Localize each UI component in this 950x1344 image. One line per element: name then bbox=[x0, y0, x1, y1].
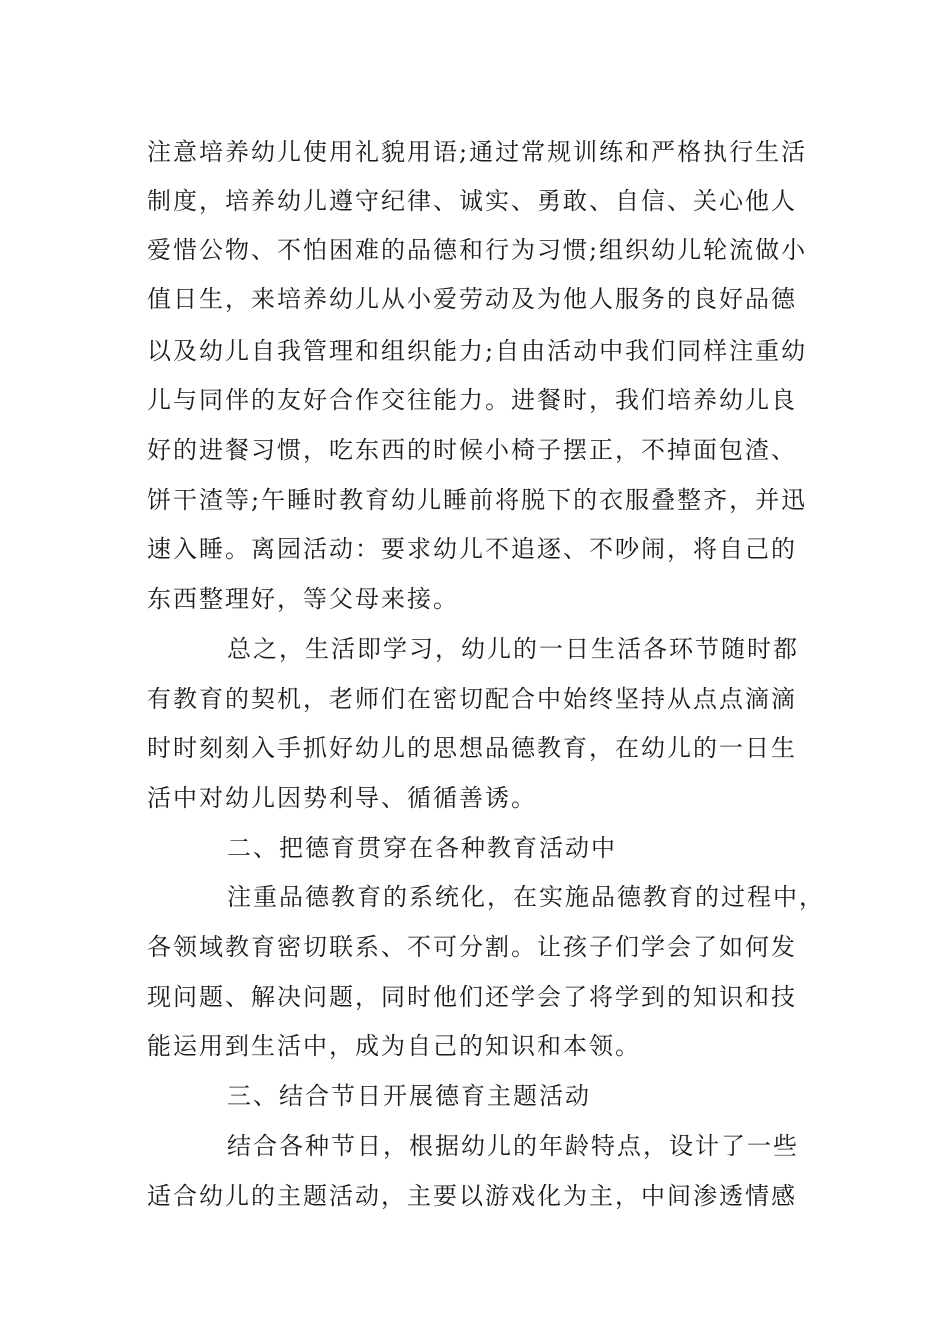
paragraph-1-line-2: 制度，培养幼儿遵守纪律、诚实、勇敢、自信、关心他人 bbox=[147, 187, 797, 215]
paragraph-1-line-6: 儿与同伴的友好合作交往能力。进餐时，我们培养幼儿良 bbox=[147, 386, 797, 414]
paragraph-3-line-3: 现问题、解决问题，同时他们还学会了将学到的知识和技 bbox=[147, 983, 797, 1011]
paragraph-1-line-8: 饼干渣等;午睡时教育幼儿睡前将脱下的衣服叠整齐，并迅 bbox=[147, 486, 808, 514]
paragraph-3-line-4: 能运用到生活中，成为自己的知识和本领。 bbox=[147, 1032, 641, 1060]
paragraph-1-line-7: 好的进餐习惯，吃东西的时候小椅子摆正，不掉面包渣、 bbox=[147, 436, 797, 464]
paragraph-1-line-10: 东西整理好，等父母来接。 bbox=[147, 585, 459, 613]
paragraph-1-line-4: 值日生，来培养幼儿从小爱劳动及为他人服务的良好品德 bbox=[147, 285, 797, 313]
paragraph-2-line-4: 活中对幼儿因势利导、循循善诱。 bbox=[147, 784, 537, 812]
paragraph-1-line-9: 速入睡。离园活动：要求幼儿不追逐、不吵闹，将自己的 bbox=[147, 535, 797, 563]
paragraph-1-line-5: 以及幼儿自我管理和组织能力;自由活动中我们同样注重幼 bbox=[147, 337, 808, 365]
paragraph-2-line-1: 总之，生活即学习，幼儿的一日生活各环节随时都 bbox=[227, 635, 799, 663]
paragraph-1-line-3: 爱惜公物、不怕困难的品德和行为习惯;组织幼儿轮流做小 bbox=[147, 236, 808, 264]
section-heading-2: 二、把德育贯穿在各种教育活动中 bbox=[227, 834, 617, 862]
paragraph-3-line-2: 各领域教育密切联系、不可分割。让孩子们学会了如何发 bbox=[147, 933, 797, 961]
document-body bbox=[147, 0, 837, 1344]
paragraph-3-line-1: 注重品德教育的系统化，在实施品德教育的过程中， bbox=[227, 883, 825, 911]
paragraph-1-line-1: 注意培养幼儿使用礼貌用语;通过常规训练和严格执行生活 bbox=[147, 138, 808, 166]
paragraph-2-line-2: 有教育的契机，老师们在密切配合中始终坚持从点点滴滴 bbox=[147, 685, 797, 713]
section-heading-3: 三、结合节日开展德育主题活动 bbox=[227, 1082, 591, 1110]
paragraph-2-line-3: 时时刻刻入手抓好幼儿的思想品德教育，在幼儿的一日生 bbox=[147, 734, 797, 762]
paragraph-4-line-1: 结合各种节日，根据幼儿的年龄特点，设计了一些 bbox=[227, 1132, 799, 1160]
paragraph-4-line-2: 适合幼儿的主题活动，主要以游戏化为主，中间渗透情感 bbox=[147, 1182, 797, 1210]
